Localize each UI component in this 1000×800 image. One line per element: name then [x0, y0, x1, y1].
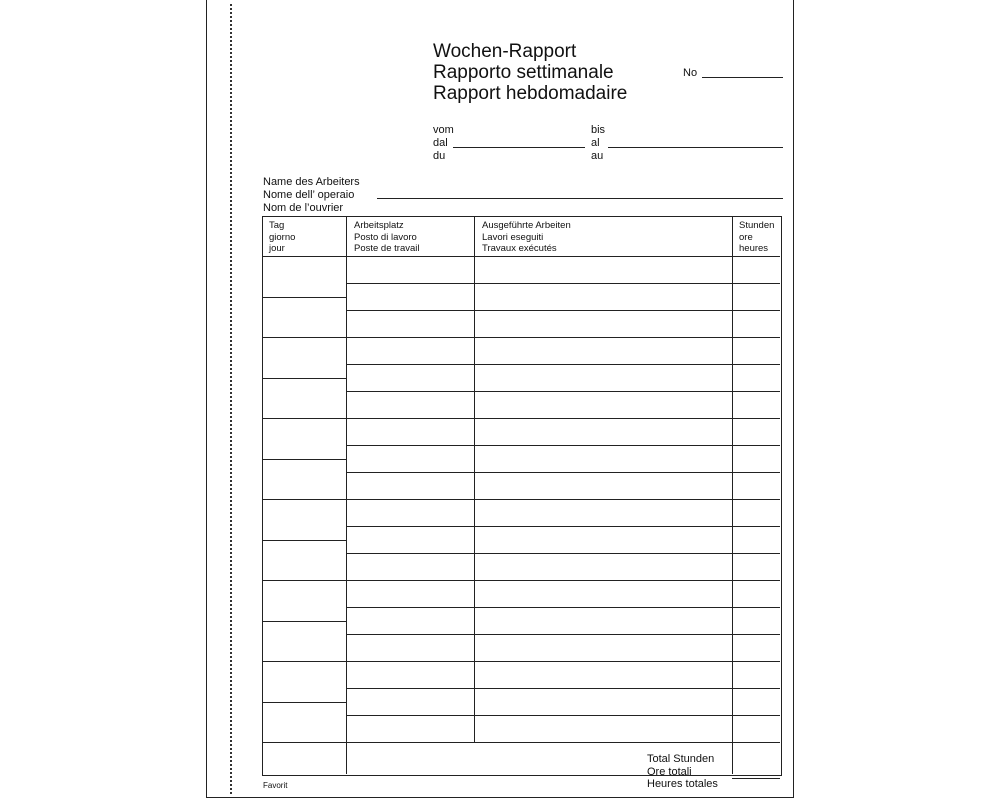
- perforation-line: [230, 4, 232, 794]
- day-block-separator: [263, 418, 780, 419]
- entry-line: [346, 472, 780, 473]
- to-label-de: bis: [591, 124, 606, 136]
- worker-label-fr: Nom de l’ouvrier: [263, 202, 344, 214]
- entry-line: [346, 283, 780, 284]
- col-divider-hours: [732, 217, 733, 774]
- entry-line: [346, 391, 780, 392]
- worker-label-it: Nome dell’ operaio: [263, 189, 355, 201]
- from-date-field-line[interactable]: [453, 147, 585, 148]
- entry-line: [346, 688, 780, 689]
- total-hours-field-line[interactable]: [732, 778, 780, 779]
- title-italian: Rapporto settimanale: [433, 62, 614, 83]
- day-block-separator: [263, 742, 780, 743]
- worker-name-field-line[interactable]: [377, 198, 783, 199]
- header-workplace: Arbeitsplatz Posto di lavoro Poste de travail: [354, 220, 420, 254]
- day-block-separator: [263, 337, 780, 338]
- title-french: Rapport hebdomadaire: [433, 83, 628, 104]
- entry-line: [346, 526, 780, 527]
- title-german: Wochen-Rapport: [433, 41, 577, 62]
- brand-label: Favorit: [263, 781, 288, 790]
- entry-line: [346, 310, 780, 311]
- header-separator: [263, 256, 780, 257]
- day-cell-split-line: [263, 621, 346, 622]
- day-cell-split-line: [263, 297, 346, 298]
- day-cell-split-line: [263, 378, 346, 379]
- day-cell-split-line: [263, 702, 346, 703]
- number-field-line[interactable]: [702, 77, 783, 78]
- entry-line: [346, 364, 780, 365]
- header-work-done: Ausgeführte Arbeiten Lavori eseguiti Travaux exécutés: [482, 220, 571, 254]
- entry-line: [346, 607, 780, 608]
- entry-line: [346, 715, 780, 716]
- day-block-separator: [263, 661, 780, 662]
- worker-label-de: Name des Arbeiters: [263, 176, 360, 188]
- to-label-it: al: [591, 137, 600, 149]
- day-cell-split-line: [263, 540, 346, 541]
- to-label-fr: au: [591, 150, 604, 162]
- entry-line: [346, 445, 780, 446]
- entry-line: [346, 634, 780, 635]
- day-cell-split-line: [263, 459, 346, 460]
- day-block-separator: [263, 499, 780, 500]
- col-divider-workplace: [474, 217, 475, 742]
- from-label-it: dal: [433, 137, 448, 149]
- entry-line: [346, 553, 780, 554]
- total-hours-label: Total Stunden Ore totali Heures totales: [647, 753, 718, 790]
- from-label-fr: du: [433, 150, 446, 162]
- header-hours: Stunden ore heures: [739, 220, 775, 254]
- header-day: Tag giorno jour: [269, 220, 296, 254]
- to-date-field-line[interactable]: [608, 147, 783, 148]
- number-label: No: [683, 67, 698, 79]
- from-label-de: vom: [433, 124, 454, 136]
- day-block-separator: [263, 580, 780, 581]
- col-divider-day: [346, 217, 347, 774]
